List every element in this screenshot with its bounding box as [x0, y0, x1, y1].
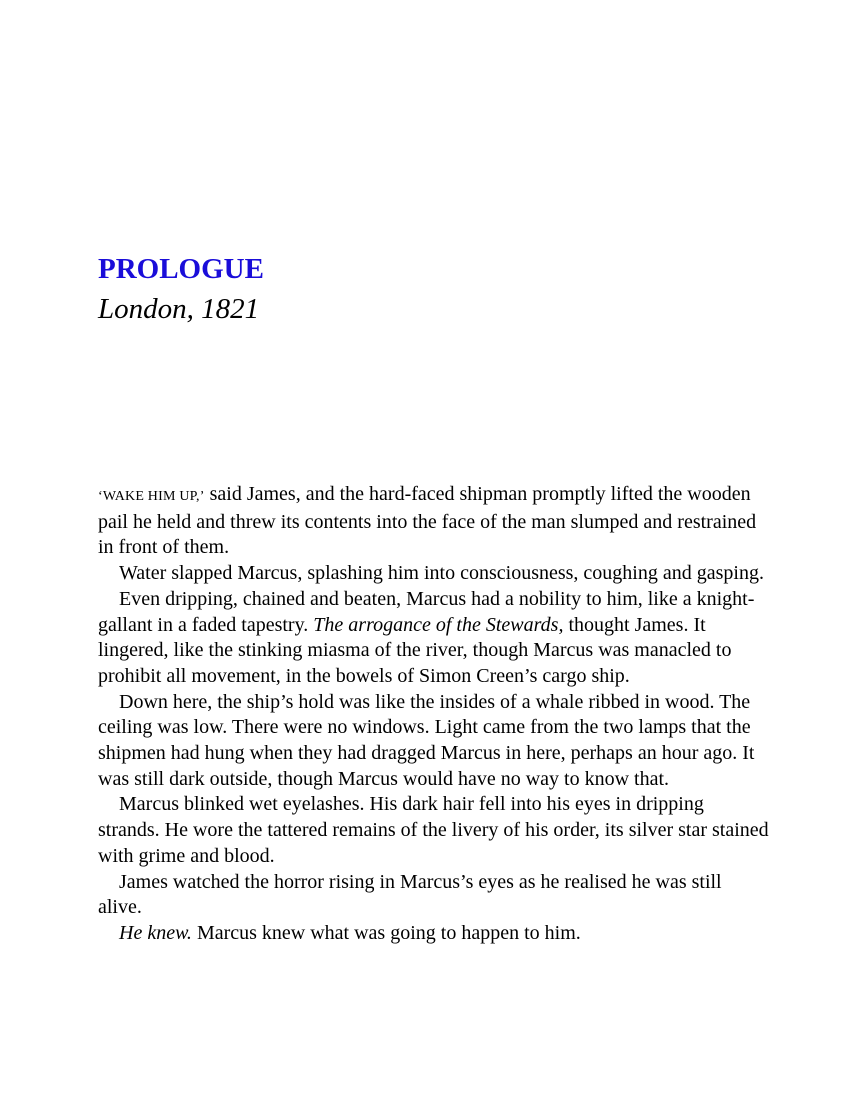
opening-smallcaps: ‘WAKE HIM UP,’ [98, 489, 205, 504]
paragraph-3-text-before: Even dripping, chained and beaten, Marcus had a nobility to him, like a knight-gallant in a faded tapestry. [98, 587, 755, 636]
paragraph-3 [98, 587, 770, 690]
chapter-body [98, 482, 770, 947]
paragraph-7 [98, 921, 770, 947]
paragraph-3-text-after: thought James. It lingered, like the stinking miasma of the river, though Marcus was manacled to prohibit all movement, in the bowels of Simon Creen’s cargo ship. [98, 613, 732, 687]
chapter-title: PROLOGUE [98, 253, 264, 285]
paragraph-5-text: Marcus blinked wet eyelashes. His dark hair fell into his eyes in dripping strands. He wore the tattered remains of the livery of his order, its silver star stained with grime and blood. [98, 793, 769, 867]
paragraph-7-text-after: Marcus knew what was going to happen to him. [191, 921, 581, 944]
paragraph-2-text: Water slapped Marcus, splashing him into consciousness, coughing and gasping. [119, 562, 764, 585]
paragraph-1 [98, 482, 770, 561]
paragraph-6 [98, 870, 770, 921]
paragraph-6-text: James watched the horror rising in Marcus’s eyes as he realised he was still alive. [98, 870, 722, 919]
paragraph-3-italic: The arrogance of the Stewards, [313, 613, 564, 636]
paragraph-4 [98, 690, 770, 793]
paragraph-2 [98, 561, 770, 587]
chapter-subtitle: London, 1821 [98, 293, 260, 325]
chapter-heading [98, 252, 778, 326]
paragraph-4-text: Down here, the ship’s hold was like the insides of a whale ribbed in wood. The ceiling was low. There were no windows. Light came from the two lamps that the shipmen had hung when they had dragged Marcus in here, perhaps an hour ago. It was still dark outside, though Marcus would have no way to know that. [98, 690, 755, 790]
paragraph-5 [98, 792, 770, 869]
paragraph-7-italic: He knew. [119, 921, 192, 944]
paragraph-1-text: said James, and the hard-faced shipman promptly lifted the wooden pail he held and threw its contents into the face of the man slumped and restrained in front of them. [98, 483, 757, 559]
